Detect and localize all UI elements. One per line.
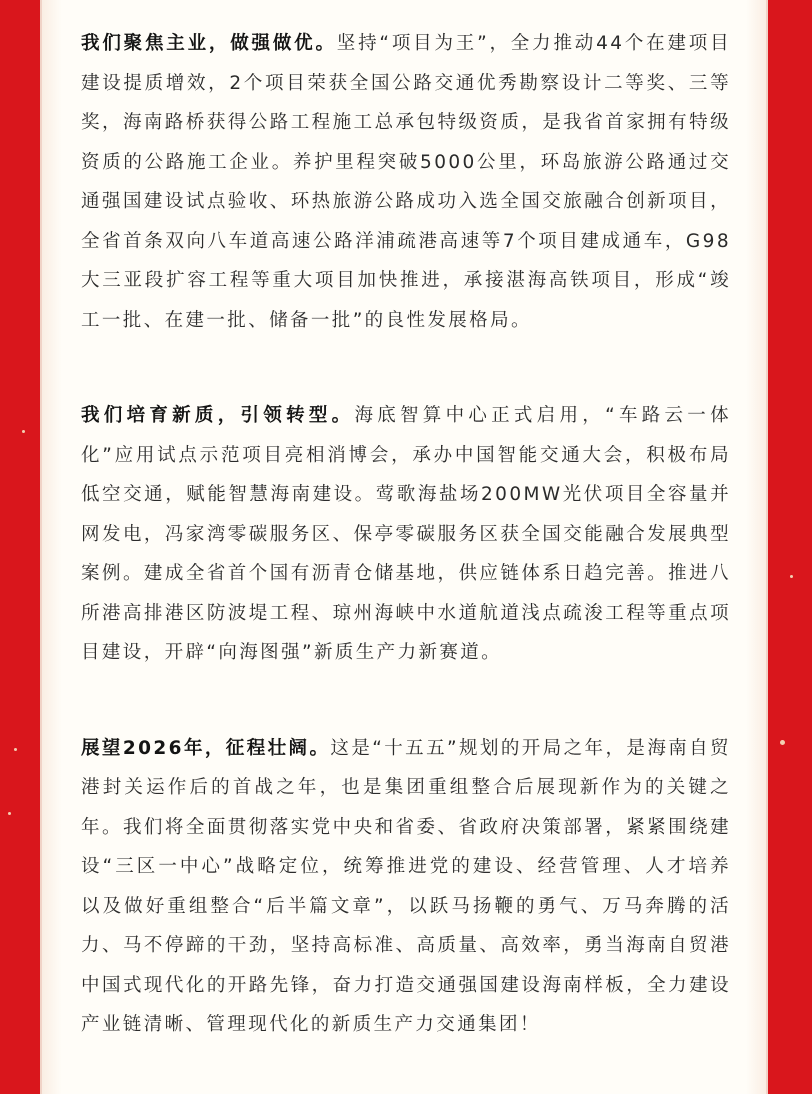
right-red-border (768, 0, 812, 1094)
gold-speck-decoration (780, 740, 785, 745)
gold-speck-decoration (14, 748, 17, 751)
paragraph-lead: 我们培育新质，引领转型。 (81, 405, 355, 426)
paragraph-outlook-2026 (81, 729, 731, 1045)
gold-speck-decoration (22, 430, 25, 433)
left-red-border (0, 0, 40, 1094)
paragraph-focus-main-business (81, 24, 731, 340)
gold-speck-decoration (790, 575, 793, 578)
paragraph-lead: 我们聚焦主业，做强做优。 (81, 33, 337, 54)
paragraph-lead: 展望2026年，征程壮阔。 (81, 737, 331, 759)
article-body (81, 24, 731, 1094)
paragraph-text: 海底智算中心正式启用，“车路云一体化”应用试点示范项目亮相消博会，承办中国智能交通大会，积极布局低空交通，赋能智慧海南建设。莺歌海盐场200MW光伏项目全容量并网发电，冯家湾零碳服务区、保亭零碳服务区获全国交能融合发展典型案例。建成全省首个国有沥青仓储基地，供应链体系日趋完善。推进八所港高排港区防波堤工程、琼州海峡中水道航道浅点疏浚工程等重点项目建设，开辟“向海图强”新质生产力新赛道。 (81, 405, 731, 663)
gold-speck-decoration (8, 812, 11, 815)
article-paper (42, 0, 766, 1094)
right-paper-edge (766, 0, 768, 1094)
paragraph-text: 坚持“项目为王”，全力推动44个在建项目建设提质增效，2个项目荣获全国公路交通优秀勘察设计二等奖、三等奖，海南路桥获得公路工程施工总承包特级资质，是我省首家拥有特级资质的公路施工企业。养护里程突破5000公里，环岛旅游公路通过交通强国建设试点验收、环热旅游公路成功入选全国交旅融合创新项目，全省首条双向八车道高速公路洋浦疏港高速等7个项目建成通车，G98大三亚段扩容工程等重大项目加快推进，承接湛海高铁项目，形成“竣工一批、在建一批、储备一批”的良性发展格局。 (81, 33, 731, 331)
paragraph-text: 这是“十五五”规划的开局之年，是海南自贸港封关运作后的首战之年，也是集团重组整合后展现新作为的关键之年。我们将全面贯彻落实党中央和省委、省政府决策部署，紧紧围绕建设“三区一中心”战略定位，统筹推进党的建设、经营管理、人才培养以及做好重组整合“后半篇文章”，以跃马扬鞭的勇气、万马奔腾的活力、马不停蹄的干劲，坚持高标准、高质量、高效率，勇当海南自贸港中国式现代化的开路先锋，奋力打造交通强国建设海南样板，全力建设产业链清晰、管理现代化的新质生产力交通集团！ (81, 737, 731, 1035)
paragraph-cultivate-new-quality (81, 396, 731, 673)
